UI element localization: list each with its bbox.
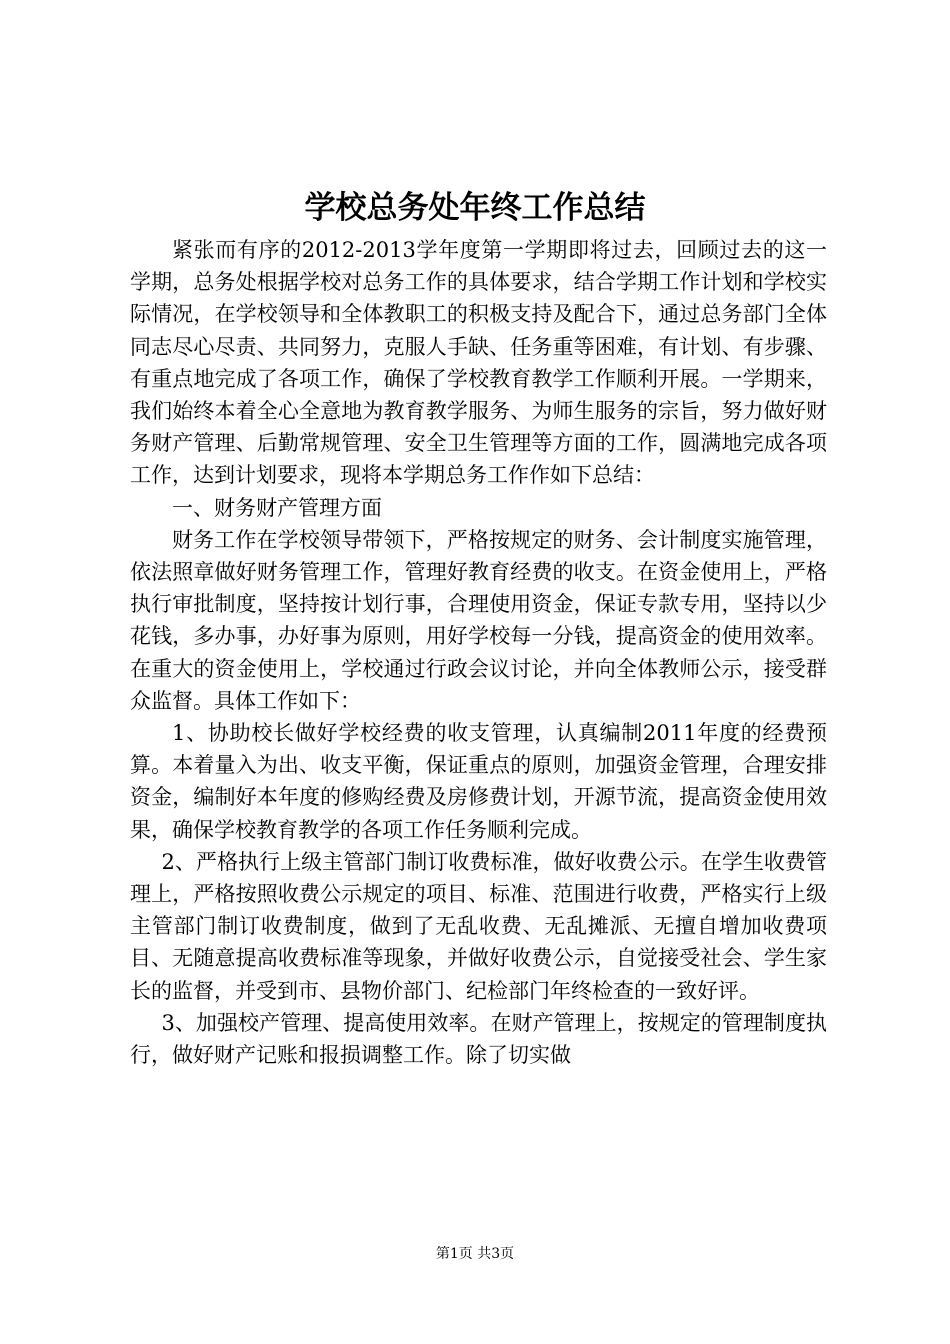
paragraph-item-2: 2、严格执行上级主管部门制订收费标准，做好收费公示。在学生收费管理上，严格按照收费公示规定的项目、标准、范围进行收费，严格实行上级主管部门制订收费制度，做到了无乱收费、无乱摊派、无擅自增加收费项目、无随意提高收费标准等现象，并做好收费公示，自觉接受社会、学生家长的监督，并受到市、县物价部门、纪检部门年终检查的一致好评。 [130,849,827,1003]
document-body [130,234,827,1071]
paragraph-finance: 财务工作在学校领导带领下，严格按规定的财务、会计制度实施管理，依法照章做好财务管理工作，管理好教育经费的收支。在资金使用上，严格执行审批制度，坚持按计划行事，合理使用资金，保证专款专用，坚持以少花钱，多办事，办好事为原则，用好学校每一分钱，提高资金的使用效率。在重大的资金使用上，学校通过行政会议讨论，并向全体教师公示，接受群众监督。具体工作如下： [130,527,827,713]
paragraph-item-1: 1、协助校长做好学校经费的收支管理，认真编制2011年度的经费预算。本着量入为出、收支平衡，保证重点的原则，加强资金管理，合理安排资金，编制好本年度的修购经费及房修费计划，开源节流，提高资金使用效果，确保学校教育教学的各项工作任务顺利完成。 [130,721,827,842]
section-heading-finance: 一、财务财产管理方面 [172,495,382,520]
paragraph-item-3: 3、加强校产管理、提高使用效率。在财产管理上，按规定的管理制度执行，做好财产记账和报损调整工作。除了切实做 [130,1010,827,1068]
document-title: 学校总务处年终工作总结 [304,190,646,226]
paragraph-intro: 紧张而有序的2012-2013学年度第一学期即将过去，回顾过去的这一学期，总务处根据学校对总务工作的具体要求，结合学期工作计划和学校实际情况，在学校领导和全体教职工的积极支持及配合下，通过总务部门全体同志尽心尽责、共同努力，克服人手缺、任务重等困难，有计划、有步骤、有重点地完成了各项工作，确保了学校教育教学工作顺利开展。一学期来，我们始终本着全心全意地为教育教学服务、为师生服务的宗旨，努力做好财务财产管理、后勤常规管理、安全卫生管理等方面的工作，圆满地完成各项工作，达到计划要求，现将本学期总务工作作如下总结： [130,238,827,488]
page-footer: 第1页 共3页 [435,1246,515,1262]
